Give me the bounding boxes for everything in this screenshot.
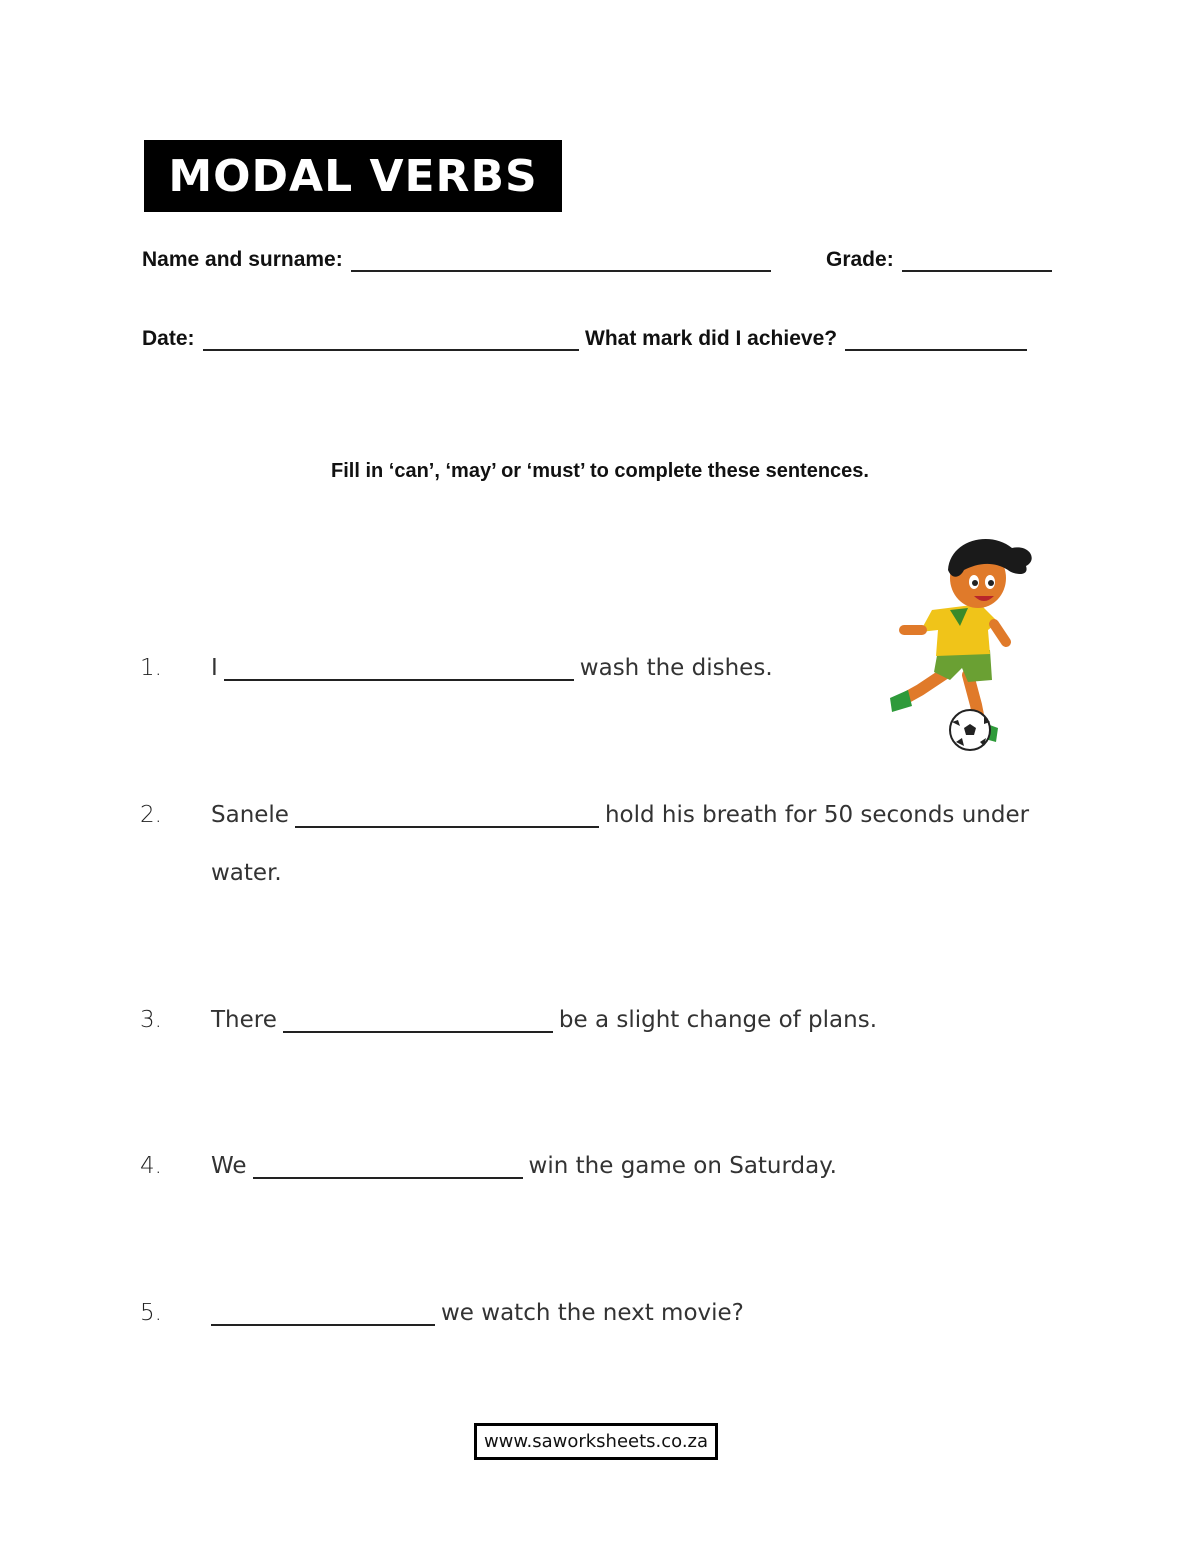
question-4: [211, 1153, 837, 1179]
question-4-before: We: [211, 1153, 247, 1179]
date-field-row: [142, 327, 579, 351]
question-2-before: Sanele: [211, 802, 289, 828]
question-1-after: wash the dishes.: [579, 655, 773, 681]
grade-field-row: [826, 248, 1052, 272]
boy-playing-soccer-icon: [880, 530, 1050, 760]
question-1-blank[interactable]: [224, 657, 574, 681]
question-1-before: I: [211, 655, 218, 681]
website-url[interactable]: www.saworksheets.co.za: [483, 1431, 709, 1452]
question-4-after: win the game on Saturday.: [528, 1153, 837, 1179]
worksheet-title-banner: [144, 140, 562, 212]
question-5-number: 5.: [140, 1300, 162, 1326]
question-2-continuation: water.: [211, 860, 282, 886]
grade-input-line[interactable]: [902, 248, 1052, 272]
instruction-text: Fill in ‘can’, ‘may’ or ‘must’ to complete these sentences.: [331, 460, 869, 482]
question-1-number: 1.: [140, 655, 162, 681]
question-3-blank[interactable]: [283, 1009, 553, 1033]
name-label: Name and surname:: [142, 248, 343, 271]
question-4-blank[interactable]: [253, 1155, 523, 1179]
question-3: [211, 1007, 877, 1033]
mark-field-row: [585, 327, 1027, 351]
question-5: [205, 1300, 744, 1326]
website-footer-box: [474, 1423, 718, 1460]
question-5-blank[interactable]: [211, 1302, 435, 1326]
worksheet-title: MODAL VERBS: [168, 150, 538, 202]
question-2-blank[interactable]: [295, 804, 599, 828]
mark-label: What mark did I achieve?: [585, 327, 838, 350]
question-5-after: we watch the next movie?: [441, 1300, 744, 1326]
grade-label: Grade:: [826, 248, 894, 271]
question-3-number: 3.: [140, 1007, 162, 1033]
question-2-after: hold his breath for 50 seconds under: [604, 802, 1030, 828]
name-field-row: [142, 248, 771, 272]
question-4-number: 4.: [140, 1153, 162, 1179]
mark-input-line[interactable]: [845, 327, 1027, 351]
date-input-line[interactable]: [203, 327, 579, 351]
question-3-before: There: [211, 1007, 277, 1033]
question-2: [211, 802, 1029, 828]
question-3-after: be a slight change of plans.: [558, 1007, 878, 1033]
question-2-number: 2.: [140, 802, 162, 828]
question-1: [211, 655, 773, 681]
date-label: Date:: [142, 327, 195, 350]
name-input-line[interactable]: [351, 248, 771, 272]
